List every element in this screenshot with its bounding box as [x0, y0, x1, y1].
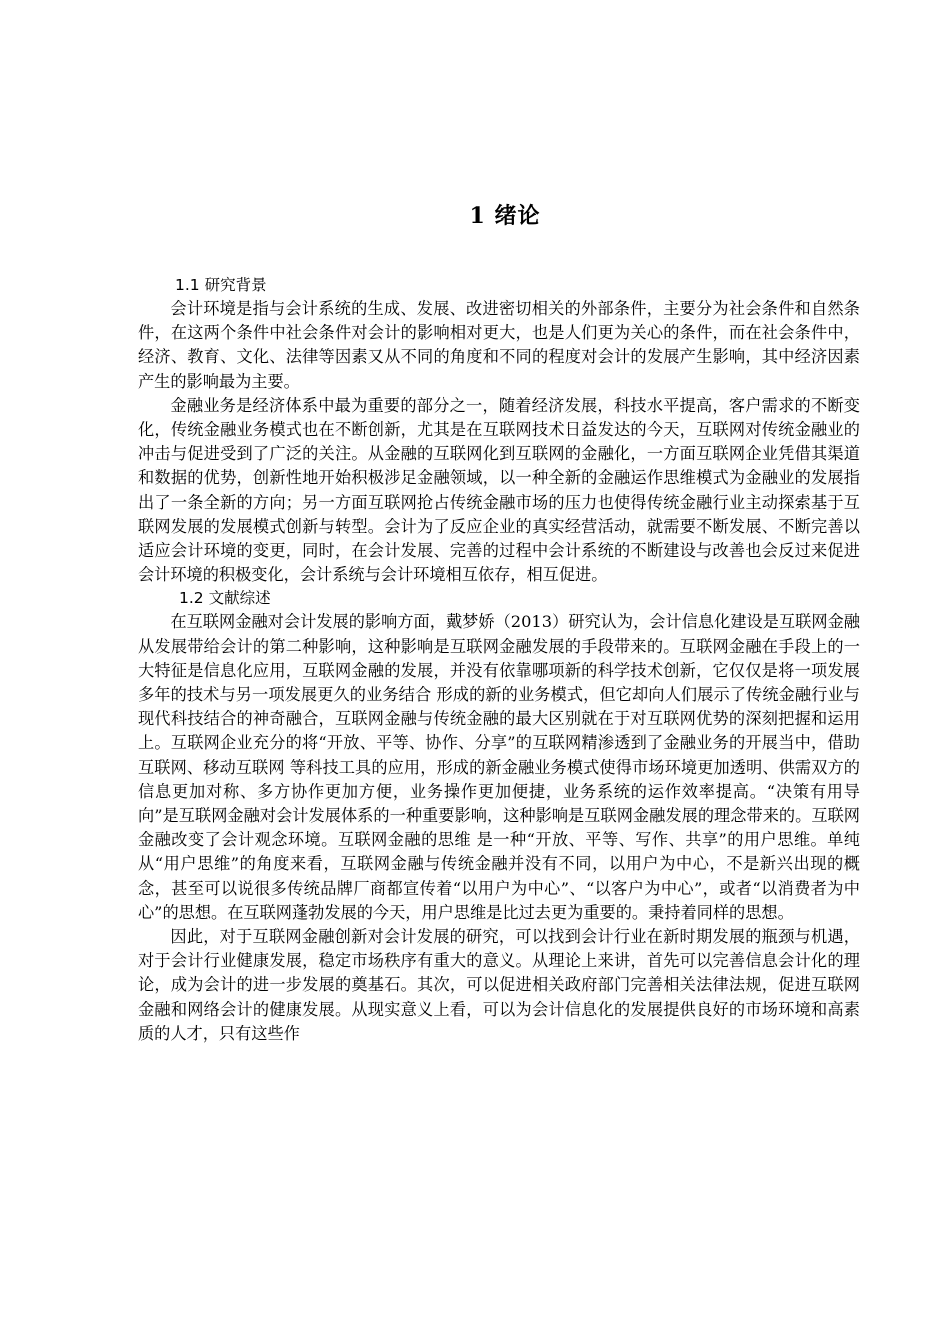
section-heading: 1.1 研究背景: [175, 276, 267, 294]
chapter-title: 1 绪论: [469, 202, 541, 229]
section-literature-review: [138, 587, 860, 1046]
document-body: [138, 274, 860, 1046]
body-paragraph: 会计环境是指与会计系统的生成、发展、改进密切相关的外部条件，主要分为社会条件和自然条件，在这两个条件中社会条件对会计的影响相对更大，也是人们更为关心的条件，而在社会条件中，经济、教育、文化、法律等因素又从不同的角度和不同的程度对会计的发展产生影响，其中经济因素产生的影响最为主要。: [138, 299, 860, 391]
section-research-background: [138, 274, 860, 587]
body-paragraph: 金融业务是经济体系中最为重要的部分之一，随着经济发展，科技水平提高，客户需求的不断变化，传统金融业务模式也在不断创新，尤其是在互联网技术日益发达的今天，互联网对传统金融业的冲击与促进受到了广泛的关注。从金融的互联网化到互联网的金融化，一方面互联网企业凭借其渠道和数据的优势，创新性地开始积极涉足金融领域，以一种全新的金融运作思维模式为金融业的发展指出了一条全新的方向；另一方面互联网抢占传统金融市场的压力也使得传统金融行业主动探索基于互联网发展的发展模式创新与转型。会计为了反应企业的真实经营活动，就需要不断发展、不断完善以适应会计环境的变更，同时，在会计发展、完善的过程中会计系统的不断建设与改善也会反过来促进会计环境的积极变化，会计系统与会计环境相互依存，相互促进。: [138, 395, 860, 585]
body-paragraph: 因此，对于互联网金融创新对会计发展的研究，可以找到会计行业在新时期发展的瓶颈与机遇，对于会计行业健康发展，稳定市场秩序有重大的意义。从理论上来讲，首先可以完善信息会计化的理论，成为会计的进一步发展的奠基石。其次，可以促进相关政府部门完善相关法律法规，促进互联网金融和网络会计的健康发展。从现实意义上看，可以为会计信息化的发展提供良好的市场环境和高素质的人才，只有这些作: [138, 927, 860, 1043]
body-paragraph: 在互联网金融对会计发展的影响方面，戴梦娇（2013）研究认为，会计信息化建设是互联网金融从发展带给会计的第二种影响，这种影响是互联网金融发展的手段带来的。互联网金融在手段上的一大特征是信息化应用，互联网金融的发展，并没有依靠哪项新的科学技术创新，它仅仅是将一项发展多年的技术与另一项发展更久的业务结合 形成的新的业务模式，但它却向人们展示了传统金融行业与现代科技结合的神奇融合，互联网金融与传统金融的最大区别就在于对互联网优势的深刻把握和运用上。互联网企业充分的将“开放、平等、协作、分享”的互联网精渗透到了金融业务的开展当中，借助互联网、移动互联网 等科技工具的应用，形成的新金融业务模式使得市场环境更加透明、供需双方的信息更加对称、多方协作更加方便，业务操作更加便捷，业务系统的运作效率提高。“决策有用导向”是互联网金融对会计发展体系的一种重要影响，这种影响是互联网金融发展的理念带来的。互联网金融改变了会计观念环境。互联网金融的思维 是一种“开放、平等、写作、共享”的用户思维。单纯从“用户思维”的角度来看，互联网金融与传统金融并没有不同，以用户为中心，不是新兴出现的概念，甚至可以说很多传统品牌厂商都宣传着“以用户为中心”、“以客户为中心”，或者“以消费者为中心”的思想。在互联网蓬勃发展的今天，用户思维是比过去更为重要的。秉持着同样的思想。: [138, 612, 860, 922]
section-heading: 1.2 文献综述: [179, 589, 271, 608]
